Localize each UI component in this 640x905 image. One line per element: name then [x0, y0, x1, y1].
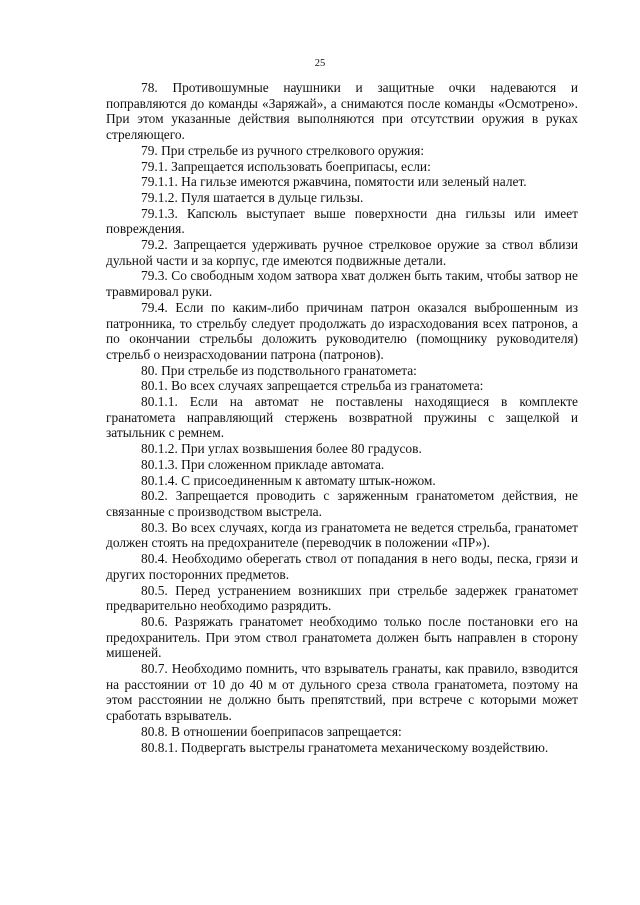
paragraph-80: 80. При стрельбе из подствольного гранатомета:: [141, 362, 417, 378]
paragraph-80-1-1: 80.1.1. Если на автомат не поставлены находящиеся в комплекте гранатомета направляющий стержень возвратной пружины с защелкой и затыльник с ремнем.: [106, 394, 578, 441]
paragraph-80-8-1: 80.8.1. Подвергать выстрелы гранатомета механическому воздействию.: [141, 739, 549, 755]
paragraph-80-8: 80.8. В отношении боеприпасов запрещается:: [141, 723, 402, 739]
paragraph-80-1-3: 80.1.3. При сложенном прикладе автомата.: [141, 456, 385, 472]
paragraph-80-1-2: 80.1.2. При углах возвышения более 80 градусов.: [141, 441, 422, 457]
paragraph-79-1: 79.1. Запрещается использовать боеприпасы, если:: [141, 158, 431, 174]
paragraph-80-1-4: 80.1.4. С присоединенным к автомату штык-ножом.: [141, 472, 436, 488]
paragraph-79-1-1: 79.1.1. На гильзе имеются ржавчина, помятости или зеленый налет.: [141, 174, 527, 190]
paragraph-80-4: 80.4. Необходимо оберегать ствол от попадания в него воды, песка, грязи и других посторонних предметов.: [106, 551, 578, 582]
paragraph-80-5: 80.5. Перед устранением возникших при стрельбе задержек гранатомет предварительно необходимо разрядить.: [106, 582, 578, 614]
paragraph-79: 79. При стрельбе из ручного стрелкового оружия:: [141, 142, 425, 158]
paragraph-79-4: 79.4. Если по каким-либо причинам патрон оказался выброшенным из патронника, то стрельбу следует продолжать до израсходования всех патронов, а по окончании стрельбы доложить руководителю (помощнику руководителя) стрельб о неизрасходовании патрона (патронов).: [106, 299, 578, 362]
paragraph-80-1: 80.1. Во всех случаях запрещается стрельба из гранатомета:: [141, 378, 484, 394]
paragraph-78: 78. Противошумные наушники и защитные очки надеваются и поправляются до команды «Заряжай», а снимаются после команды «Осмотрено». При этом указанные действия выполняются при отсутствии оружия в руках стреляющего.: [106, 80, 578, 143]
paragraph-79-3: 79.3. Со свободным ходом затвора хват должен быть таким, чтобы затвор не травмировал руки.: [106, 268, 578, 300]
paragraph-80-2: 80.2. Запрещается проводить с заряженным гранатометом действия, не связанные с производством выстрела.: [106, 488, 578, 519]
paragraph-80-7: 80.7. Необходимо помнить, что взрыватель гранаты, как правило, взводится на расстоянии от 10 до 40 м от дульного среза ствола гранатомета, поэтому на этом расстоянии не должно быть препятствий, при встрече с которыми может сработать взрыватель.: [106, 661, 578, 724]
paragraph-79-1-3: 79.1.3. Капсюль выступает выше поверхности дна гильзы или имеет повреждения.: [106, 205, 578, 237]
paragraph-80-3: 80.3. Во всех случаях, когда из гранатомета не ведется стрельба, гранатомет должен стоять на предохранителе (переводчик в положении «ПР»).: [106, 519, 578, 551]
paragraph-80-6: 80.6. Разряжать гранатомет необходимо только после постановки его на предохранитель. При этом ствол гранатомета должен быть направлен в сторону мишеней.: [106, 613, 578, 661]
paragraph-79-2: 79.2. Запрещается удерживать ручное стрелковое оружие за ствол вблизи дульной части и за корпус, где имеются подвижные детали.: [106, 237, 578, 268]
document-body: [106, 80, 578, 755]
paragraph-79-1-2: 79.1.2. Пуля шатается в дульце гильзы.: [141, 189, 364, 205]
page-number: 25: [314, 58, 326, 69]
